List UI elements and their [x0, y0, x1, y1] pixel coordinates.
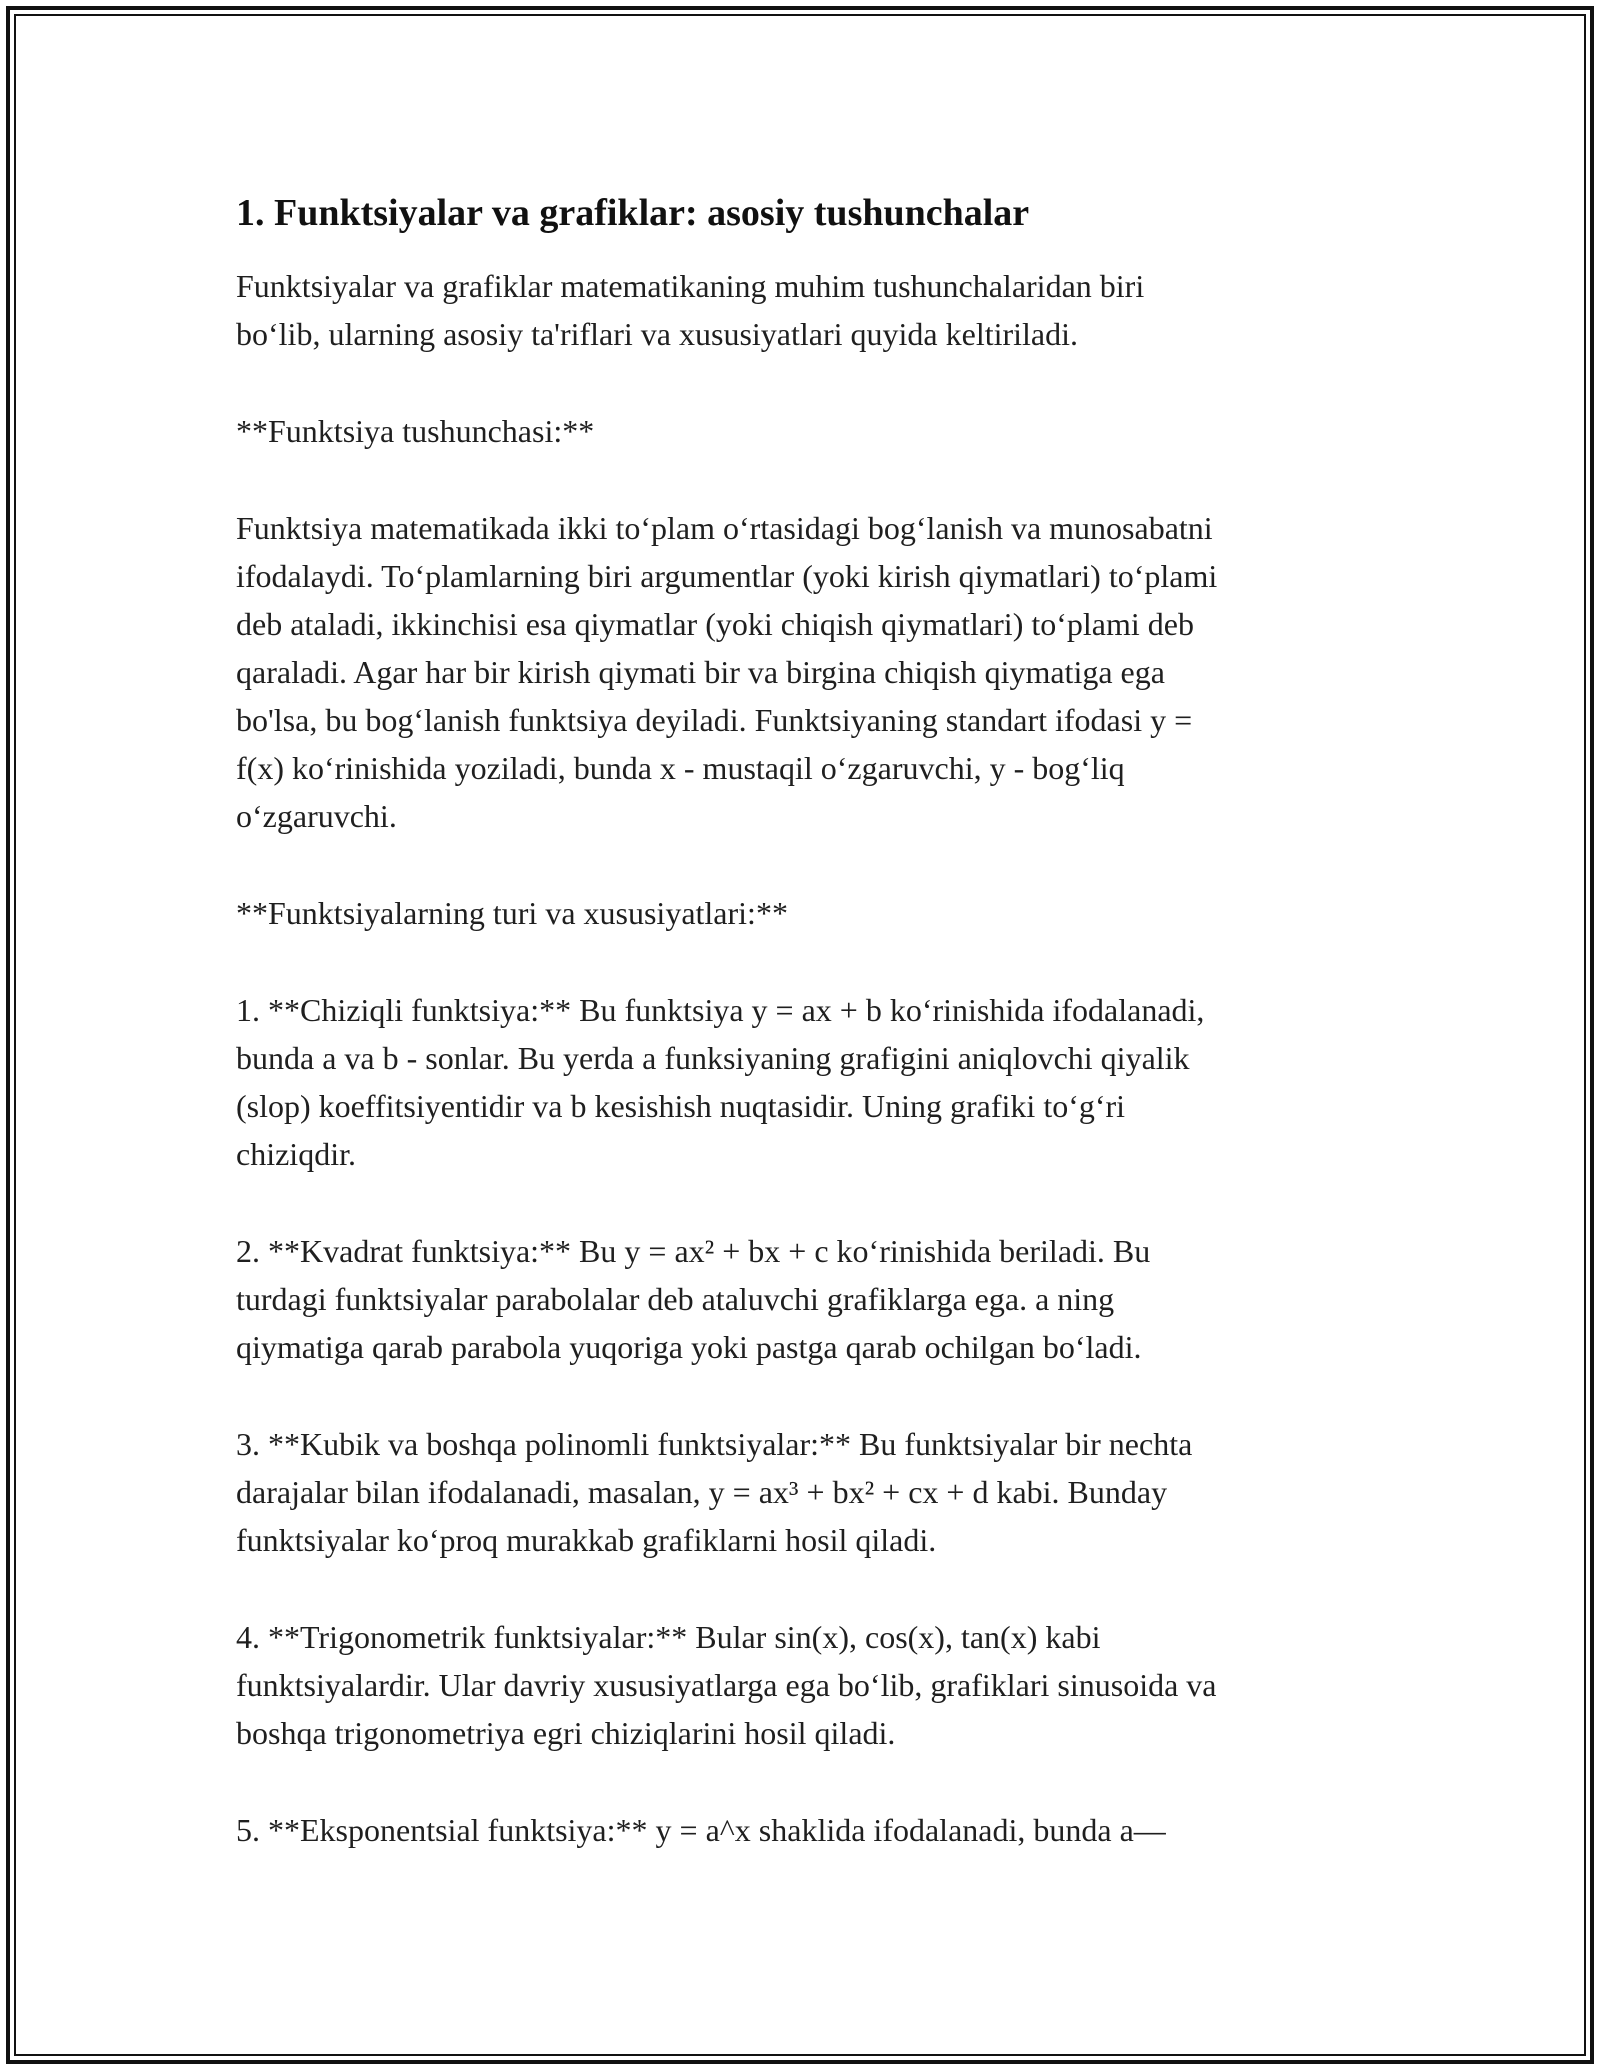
function-definition-paragraph: Funktsiya matematikada ikki to‘plam o‘rtasidagi bog‘lanish va munosabatni ifodalaydi. To‘plamlarning biri argumentlar (yoki kirish qiymatlari) to‘plami deb ataladi, ikkinchisi esa qiymatlar (yoki chiqish qiymatlari) to‘plami deb qaraladi. Agar har bir kirish qiymati bir va birgina chiqish qiymatiga ega bo'lsa, bu bog‘lanish funktsiya deyiladi. Funktsiyaning standart ifodasi y = f(x) ko‘rinishida yoziladi, bunda x - mustaqil o‘zgaruvchi, y - bog‘liq o‘zgaruvchi. [236, 510, 1218, 834]
list-item-exponential: 5. **Eksponentsial funktsiya:** y = a^x shaklida ifodalanadi, bunda a— [236, 1812, 1166, 1848]
list-item-trigonometric: 4. **Trigonometrik funktsiyalar:** Bular sin(x), cos(x), tan(x) kabi funktsiyalardir. Ular davriy xususiyatlarga ega bo‘lib, grafiklari sinusoida va boshqa trigonometriya egri chiziqlarini hosil qiladi. [236, 1619, 1217, 1751]
list-item-linear: 1. **Chiziqli funktsiya:** Bu funktsiya y = ax + b ko‘rinishida ifodalanadi, bunda a va b - sonlar. Bu yerda a funksiyaning grafigini aniqlovchi qiyalik (slop) koeffitsiyentidir va b kesishish nuqtasidir. Uning grafiki to‘g‘ri chiziqdir. [236, 992, 1205, 1172]
document-body [236, 186, 1370, 1903]
intro-paragraph: Funktsiyalar va grafiklar matematikaning muhim tushunchalaridan biri bo‘lib, ularning asosiy ta'riflari va xususiyatlari quyida keltiriladi. [236, 268, 1145, 352]
subheading-function-types: **Funktsiyalarning turi va xususiyatlari:** [236, 895, 788, 931]
subheading-function-concept: **Funktsiya tushunchasi:** [236, 413, 595, 449]
section-heading: 1. Funktsiyalar va grafiklar: asosiy tushunchalar [236, 192, 1030, 234]
list-item-cubic: 3. **Kubik va boshqa polinomli funktsiyalar:** Bu funktsiyalar bir nechta darajalar bilan ifodalanadi, masalan, y = ax³ + bx² + cx + d kabi. Bunday funktsiyalar ko‘proq murakkab grafiklarni hosil qiladi. [236, 1426, 1193, 1558]
list-item-quadratic: 2. **Kvadrat funktsiya:** Bu y = ax² + bx + c ko‘rinishida beriladi. Bu turdagi funktsiyalar parabolalar deb ataluvchi grafiklarga ega. a ning qiymatiga qarab parabola yuqoriga yoki pastga qarab ochilgan bo‘ladi. [236, 1233, 1151, 1365]
